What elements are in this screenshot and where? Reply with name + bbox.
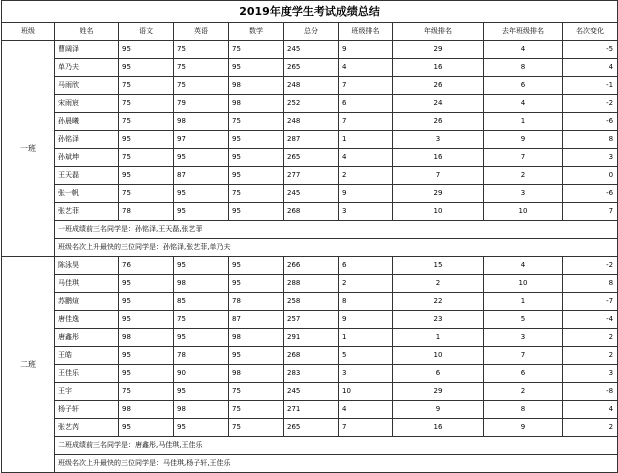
- class-rank: 7: [339, 419, 393, 437]
- grade-rank: 29: [393, 185, 484, 203]
- table-row: [2, 365, 618, 383]
- last-year-rank: 2: [484, 167, 563, 185]
- student-name: 孙斌坤: [55, 149, 119, 167]
- last-year-rank: 8: [484, 401, 563, 419]
- student-name: 王皓: [55, 347, 119, 365]
- rank-change: -4: [563, 311, 618, 329]
- score-total: 248: [284, 77, 339, 95]
- student-name: 王佳乐: [55, 365, 119, 383]
- header-class: 班级: [2, 23, 55, 41]
- score-english: 95: [174, 203, 229, 221]
- grade-rank: 26: [393, 113, 484, 131]
- class-rank: 4: [339, 59, 393, 77]
- student-name: 张一帆: [55, 185, 119, 203]
- score-chinese: 75: [119, 95, 174, 113]
- student-name: 张艺芮: [55, 419, 119, 437]
- score-chinese: 75: [119, 185, 174, 203]
- grade-rank: 9: [393, 401, 484, 419]
- rank-change: 4: [563, 401, 618, 419]
- score-total: 288: [284, 275, 339, 293]
- last-year-rank: 4: [484, 41, 563, 59]
- rank-change: -2: [563, 257, 618, 275]
- student-name: 宋雨宸: [55, 95, 119, 113]
- class-rank: 1: [339, 131, 393, 149]
- score-english: 95: [174, 383, 229, 401]
- student-name: 王宇: [55, 383, 119, 401]
- score-math: 98: [229, 95, 284, 113]
- rank-change: -8: [563, 383, 618, 401]
- last-year-rank: 6: [484, 365, 563, 383]
- grade-rank: 15: [393, 257, 484, 275]
- rank-change: 8: [563, 275, 618, 293]
- grade-rank: 29: [393, 383, 484, 401]
- grade-rank: 23: [393, 311, 484, 329]
- table-row: [2, 329, 618, 347]
- score-total: 245: [284, 383, 339, 401]
- score-total: 268: [284, 347, 339, 365]
- score-chinese: 76: [119, 257, 174, 275]
- class-rank: 5: [339, 347, 393, 365]
- table-row: [2, 167, 618, 185]
- score-english: 75: [174, 59, 229, 77]
- table-row: [2, 347, 618, 365]
- rank-change: 3: [563, 365, 618, 383]
- score-chinese: 75: [119, 113, 174, 131]
- class-rank: 4: [339, 149, 393, 167]
- class-rank: 2: [339, 275, 393, 293]
- header-row: [2, 23, 618, 41]
- score-math: 95: [229, 149, 284, 167]
- score-math: 95: [229, 167, 284, 185]
- table-row: [2, 257, 618, 275]
- class-rank: 6: [339, 95, 393, 113]
- score-chinese: 95: [119, 311, 174, 329]
- score-chinese: 75: [119, 149, 174, 167]
- rank-change: 4: [563, 59, 618, 77]
- last-year-rank: 5: [484, 311, 563, 329]
- header-chinese: 语文: [119, 23, 174, 41]
- score-math: 75: [229, 113, 284, 131]
- table-row: [2, 59, 618, 77]
- grade-rank: 16: [393, 419, 484, 437]
- score-total: 265: [284, 59, 339, 77]
- score-chinese: 95: [119, 59, 174, 77]
- last-year-rank: 3: [484, 329, 563, 347]
- score-total: 252: [284, 95, 339, 113]
- student-name: 王天磊: [55, 167, 119, 185]
- score-chinese: 75: [119, 77, 174, 95]
- table-row: [2, 41, 618, 59]
- rank-change: -2: [563, 95, 618, 113]
- score-math: 98: [229, 77, 284, 95]
- fastest-rise-summary: 班级名次上升最快的三位同学是：马佳琪,杨子轩,王佳乐: [55, 455, 618, 473]
- grade-rank: 2: [393, 275, 484, 293]
- last-year-rank: 4: [484, 257, 563, 275]
- grade-rank: 24: [393, 95, 484, 113]
- last-year-rank: 10: [484, 275, 563, 293]
- class-rank: 9: [339, 185, 393, 203]
- class-name-cell: 二班: [2, 257, 55, 473]
- score-total: 268: [284, 203, 339, 221]
- last-year-rank: 9: [484, 419, 563, 437]
- class-rank: 6: [339, 257, 393, 275]
- table-row: [2, 77, 618, 95]
- summary-row: [2, 437, 618, 455]
- score-total: 265: [284, 149, 339, 167]
- header-name: 姓名: [55, 23, 119, 41]
- score-chinese: 95: [119, 365, 174, 383]
- grade-rank: 22: [393, 293, 484, 311]
- header-grade-rank: 年级排名: [393, 23, 484, 41]
- header-class-rank: 班级排名: [339, 23, 393, 41]
- header-change: 名次变化: [563, 23, 618, 41]
- score-chinese: 95: [119, 275, 174, 293]
- class-name-cell: 一班: [2, 41, 55, 257]
- score-math: 95: [229, 257, 284, 275]
- table-row: [2, 95, 618, 113]
- score-chinese: 95: [119, 419, 174, 437]
- header-last-rank: 去年班级排名: [484, 23, 563, 41]
- grade-rank: 7: [393, 167, 484, 185]
- score-english: 78: [174, 347, 229, 365]
- score-math: 87: [229, 311, 284, 329]
- student-name: 唐佳逸: [55, 311, 119, 329]
- rank-change: -5: [563, 41, 618, 59]
- table-row: [2, 419, 618, 437]
- table-row: [2, 185, 618, 203]
- summary-row: [2, 221, 618, 239]
- class-rank: 9: [339, 311, 393, 329]
- student-name: 唐鑫彤: [55, 329, 119, 347]
- score-total: 265: [284, 419, 339, 437]
- score-chinese: 95: [119, 347, 174, 365]
- score-math: 95: [229, 275, 284, 293]
- score-total: 287: [284, 131, 339, 149]
- score-english: 85: [174, 293, 229, 311]
- score-english: 95: [174, 149, 229, 167]
- last-year-rank: 1: [484, 293, 563, 311]
- summary-row: [2, 455, 618, 473]
- score-math: 98: [229, 365, 284, 383]
- class-rank: 3: [339, 365, 393, 383]
- score-chinese: 95: [119, 41, 174, 59]
- header-english: 英语: [174, 23, 229, 41]
- score-chinese: 75: [119, 383, 174, 401]
- score-math: 75: [229, 383, 284, 401]
- student-name: 杨子轩: [55, 401, 119, 419]
- table-row: [2, 401, 618, 419]
- score-math: 95: [229, 347, 284, 365]
- score-math: 78: [229, 293, 284, 311]
- score-english: 75: [174, 41, 229, 59]
- grade-rank: 6: [393, 365, 484, 383]
- score-english: 95: [174, 419, 229, 437]
- class-rank: 1: [339, 329, 393, 347]
- top-three-summary: 一班成绩前三名同学是：孙铭泽,王天磊,张艺菲: [55, 221, 618, 239]
- score-chinese: 95: [119, 131, 174, 149]
- rank-change: 3: [563, 149, 618, 167]
- score-english: 98: [174, 113, 229, 131]
- class-rank: 2: [339, 167, 393, 185]
- score-total: 257: [284, 311, 339, 329]
- last-year-rank: 2: [484, 383, 563, 401]
- student-name: 曹阔泽: [55, 41, 119, 59]
- score-english: 98: [174, 401, 229, 419]
- rank-change: -6: [563, 185, 618, 203]
- score-english: 97: [174, 131, 229, 149]
- grade-rank: 26: [393, 77, 484, 95]
- score-math: 95: [229, 131, 284, 149]
- last-year-rank: 10: [484, 203, 563, 221]
- score-chinese: 95: [119, 293, 174, 311]
- fastest-rise-summary: 班级名次上升最快的三位同学是：孙铭泽,张艺菲,单乃夫: [55, 239, 618, 257]
- student-name: 马佳琪: [55, 275, 119, 293]
- score-total: 283: [284, 365, 339, 383]
- table-row: [2, 203, 618, 221]
- rank-change: 0: [563, 167, 618, 185]
- last-year-rank: 7: [484, 149, 563, 167]
- score-english: 75: [174, 77, 229, 95]
- class-rank: 8: [339, 293, 393, 311]
- score-english: 95: [174, 329, 229, 347]
- score-chinese: 98: [119, 401, 174, 419]
- student-name: 苏鹏煊: [55, 293, 119, 311]
- score-english: 90: [174, 365, 229, 383]
- student-name: 孙铭泽: [55, 131, 119, 149]
- score-english: 87: [174, 167, 229, 185]
- table-title: 2019年度学生考试成绩总结: [2, 1, 618, 23]
- score-english: 75: [174, 311, 229, 329]
- top-three-summary: 二班成绩前三名同学是：唐鑫彤,马佳琪,王佳乐: [55, 437, 618, 455]
- score-total: 258: [284, 293, 339, 311]
- score-total: 245: [284, 41, 339, 59]
- rank-change: -6: [563, 113, 618, 131]
- score-chinese: 98: [119, 329, 174, 347]
- rank-change: 2: [563, 329, 618, 347]
- score-total: 271: [284, 401, 339, 419]
- grade-rank: 29: [393, 41, 484, 59]
- score-math: 95: [229, 203, 284, 221]
- student-name: 孙晨曦: [55, 113, 119, 131]
- last-year-rank: 7: [484, 347, 563, 365]
- last-year-rank: 9: [484, 131, 563, 149]
- score-total: 245: [284, 185, 339, 203]
- class-rank: 7: [339, 113, 393, 131]
- score-math: 95: [229, 59, 284, 77]
- table-row: [2, 275, 618, 293]
- score-math: 75: [229, 419, 284, 437]
- rank-change: -7: [563, 293, 618, 311]
- last-year-rank: 6: [484, 77, 563, 95]
- table-row: [2, 383, 618, 401]
- score-total: 277: [284, 167, 339, 185]
- score-table: [1, 0, 618, 473]
- score-total: 291: [284, 329, 339, 347]
- table-row: [2, 131, 618, 149]
- score-english: 98: [174, 275, 229, 293]
- class-rank: 7: [339, 77, 393, 95]
- header-total: 总分: [284, 23, 339, 41]
- summary-row: [2, 239, 618, 257]
- last-year-rank: 1: [484, 113, 563, 131]
- student-name: 陈泳昊: [55, 257, 119, 275]
- score-math: 75: [229, 185, 284, 203]
- table-row: [2, 293, 618, 311]
- rank-change: 8: [563, 131, 618, 149]
- score-total: 248: [284, 113, 339, 131]
- class-rank: 10: [339, 383, 393, 401]
- class-rank: 3: [339, 203, 393, 221]
- score-english: 79: [174, 95, 229, 113]
- score-chinese: 78: [119, 203, 174, 221]
- grade-rank: 10: [393, 347, 484, 365]
- score-math: 75: [229, 41, 284, 59]
- table-row: [2, 311, 618, 329]
- header-math: 数学: [229, 23, 284, 41]
- score-chinese: 95: [119, 167, 174, 185]
- class-rank: 9: [339, 41, 393, 59]
- score-math: 75: [229, 401, 284, 419]
- student-name: 张艺菲: [55, 203, 119, 221]
- score-english: 95: [174, 185, 229, 203]
- rank-change: 2: [563, 419, 618, 437]
- grade-rank: 16: [393, 149, 484, 167]
- student-name: 马雨欣: [55, 77, 119, 95]
- table-row: [2, 149, 618, 167]
- last-year-rank: 3: [484, 185, 563, 203]
- score-total: 266: [284, 257, 339, 275]
- rank-change: 7: [563, 203, 618, 221]
- last-year-rank: 4: [484, 95, 563, 113]
- grade-rank: 10: [393, 203, 484, 221]
- student-name: 单乃夫: [55, 59, 119, 77]
- last-year-rank: 8: [484, 59, 563, 77]
- score-english: 95: [174, 257, 229, 275]
- grade-rank: 3: [393, 131, 484, 149]
- score-math: 98: [229, 329, 284, 347]
- grade-rank: 1: [393, 329, 484, 347]
- grade-rank: 16: [393, 59, 484, 77]
- rank-change: -1: [563, 77, 618, 95]
- class-rank: 4: [339, 401, 393, 419]
- table-row: [2, 113, 618, 131]
- rank-change: 2: [563, 347, 618, 365]
